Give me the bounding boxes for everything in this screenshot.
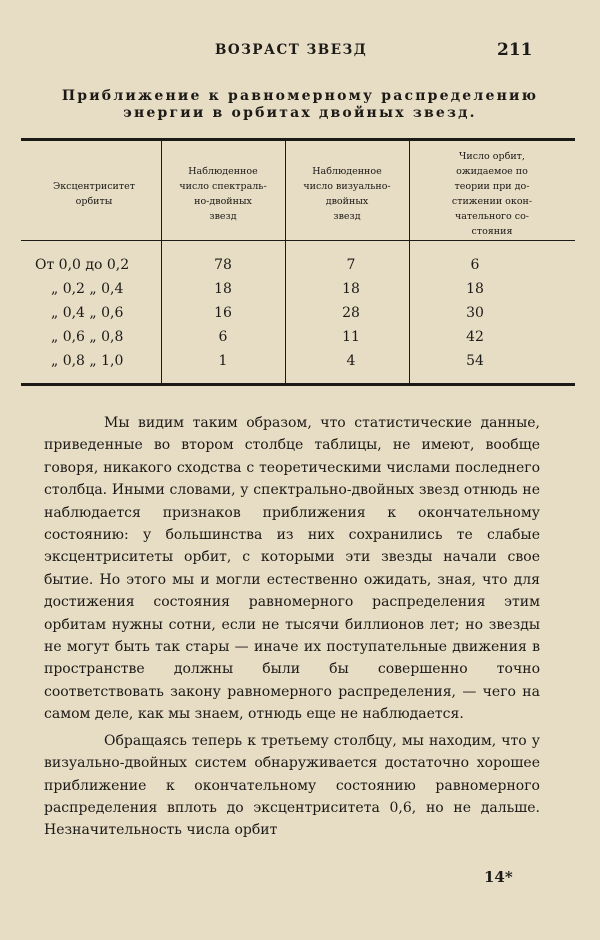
column-header-eccentricity: Эксцентриситет орбиты [52,181,136,207]
table-title-line-1: Приближение к равномерному распределению [61,88,539,104]
cell-visual: 11 [342,329,360,345]
cell-expected: 42 [466,329,484,345]
column-header-spectral: Наблюденное число спектраль- но-двойных звезд [179,166,267,222]
cell-visual: 28 [342,305,360,321]
cell-spectral: 6 [218,329,228,345]
cell-expected: 6 [470,257,480,273]
column-header-expected: Число орбит, ожидаемое по теории при до- стижении окон- чательного со- стояния [451,151,533,237]
cell-visual: 18 [342,281,360,297]
header-rule [21,240,575,241]
cell-spectral: 16 [214,305,232,321]
cell-spectral: 1 [218,353,228,369]
column-header-visual: Наблюденное число визуально- двойных звезд [303,166,391,222]
table-row [21,253,575,277]
table-row [21,325,575,349]
signature-mark: 14* [484,868,513,886]
paragraph: Обращаясь теперь к третьему столбцу, мы находим, что у визуально-двойных систем обнаруживается достаточно хорошее приближение к окончательному состоянию равномерного распределения вплоть до эксцентриситета 0,6, но не дальше. Незначительность числа орбит [44,732,540,839]
cell-range: „ 0,4 „ 0,6 [51,305,124,321]
table-row [21,301,575,325]
table-title-line-2: энергии в орбитах двойных звезд. [123,105,477,121]
table-title [20,88,580,122]
running-head: ВОЗРАСТ ЗВЕЗД [215,42,368,58]
cell-spectral: 78 [214,257,232,273]
cell-range: „ 0,8 „ 1,0 [51,353,124,369]
eccentricity-table [21,138,575,386]
page-number: 211 [497,40,533,60]
table-row [21,349,575,373]
cell-expected: 18 [466,281,484,297]
cell-visual: 7 [346,257,356,273]
body-text [44,412,540,842]
cell-visual: 4 [346,353,356,369]
cell-range: От 0,0 до 0,2 [35,257,130,273]
cell-expected: 54 [466,353,484,369]
cell-range: „ 0,2 „ 0,4 [51,281,124,297]
cell-spectral: 18 [214,281,232,297]
cell-expected: 30 [466,305,484,321]
table-row [21,277,575,301]
paragraph: Мы видим таким образом, что статистические данные, приведенные во втором столбце таблицы, не имеют, вообще говоря, никакого сходства с теоретическими числами последнего столбца. Иными словами, у спектрально-двойных звезд отнюдь не наблюдается признаков приближения к окончательному состоянию: у большинства из них сохранились те слабые эксцентриситеты орбит, с которыми эти звезды начали свое бытие. Но этого мы и могли естественно ожидать, зная, что для достижения состояния равномерного распределения этим орбитам нужны сотни, если не тысячи биллионов лет; но звезды не могут быть так стары — иначе их поступательные движения в пространстве должны были бы совершенно точно соответствовать закону равномерного распределения, — чего на самом деле, как мы знаем, отнюдь еще не наблюдается. [44,415,540,723]
cell-range: „ 0,6 „ 0,8 [51,329,124,345]
